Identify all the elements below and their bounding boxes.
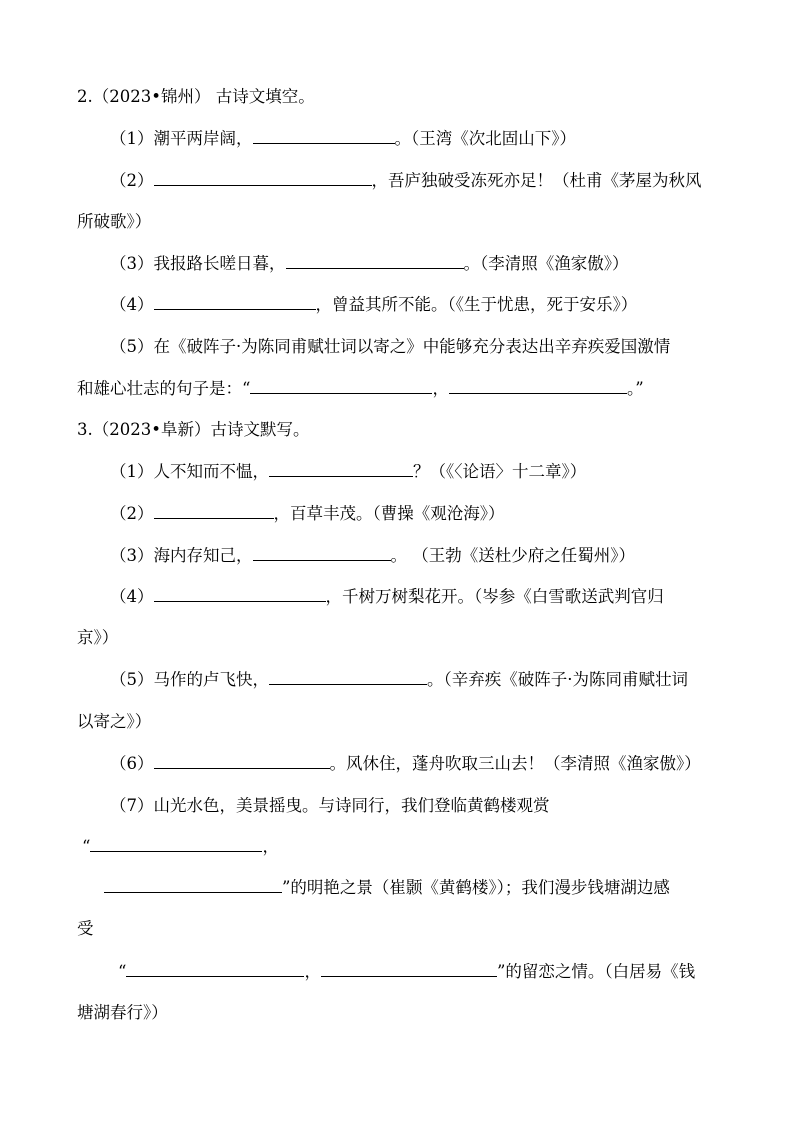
q3-item-7-line6: 塘湖春行》） xyxy=(77,1003,168,1022)
answer-blank[interactable] xyxy=(449,378,627,394)
answer-blank[interactable] xyxy=(250,378,432,394)
answer-blank[interactable] xyxy=(104,877,282,893)
q2-item-3: （3）我报路长嗟日暮， 。（李清照《渔家傲》） xyxy=(110,254,629,273)
q3-item-2: （2） ，百草丰茂。（曹操《观沧海》） xyxy=(110,504,505,523)
q3-item-6: （6） 。风休住，蓬舟吹取三山去！（李清照《渔家傲》） xyxy=(110,754,701,773)
q3-item-7-line4: 受 xyxy=(77,919,94,938)
q2-item-1: （1）潮平两岸阔， 。（王湾《次北固山下》） xyxy=(110,129,576,148)
answer-blank[interactable] xyxy=(154,586,326,602)
answer-blank[interactable] xyxy=(154,503,274,519)
answer-blank[interactable] xyxy=(90,836,262,852)
answer-blank[interactable] xyxy=(269,669,427,685)
answer-blank[interactable] xyxy=(321,961,497,977)
answer-blank[interactable] xyxy=(253,545,391,561)
question-3-header: 3.（2023•阜新）古诗文默写。 xyxy=(77,420,310,439)
q3-item-7-line3: ”的明艳之景（崔颢《黄鹤楼》）；我们漫步钱塘湖边感 xyxy=(104,877,670,899)
q2-item-5: （5）在《破阵子·为陈同甫赋壮词以寄之》中能够充分表达出辛弃疾爱国激情 xyxy=(110,337,671,356)
q3-item-5: （5）马作的卢飞快， 。（辛弃疾《破阵子·为陈同甫赋壮词 xyxy=(110,670,688,689)
answer-blank[interactable] xyxy=(253,128,395,144)
answer-blank[interactable] xyxy=(126,961,304,977)
q3-item-4: （4） ，千树万树梨花开。（岑参《白雪歌送武判官归 xyxy=(110,587,664,606)
q3-item-3: （3）海内存知己， 。 （王勃《送杜少府之任蜀州》） xyxy=(110,546,635,565)
answer-blank[interactable] xyxy=(154,753,330,769)
question-2-header: 2.（2023•锦州） 古诗文填空。 xyxy=(77,87,315,106)
q2-item-2: （2） ，吾庐独破受冻死亦足！（杜甫《茅屋为秋风 xyxy=(110,171,702,190)
q3-item-7: （7）山光水色，美景摇曳。与诗同行，我们登临黄鹤楼观赏 xyxy=(110,796,550,815)
answer-blank[interactable] xyxy=(269,461,413,477)
q3-item-7-line2: “ ， xyxy=(82,837,279,856)
answer-blank[interactable] xyxy=(154,170,372,186)
answer-blank[interactable] xyxy=(154,294,316,310)
q2-item-5-cont: 和雄心壮志的句子是：“ ， 。” xyxy=(77,379,644,398)
q3-item-1: （1）人不知而不愠， ？（《〈论语〉十二章》） xyxy=(110,462,587,481)
q3-item-5-cont: 以寄之》） xyxy=(77,712,152,731)
answer-blank[interactable] xyxy=(286,253,464,269)
q3-item-4-cont: 京》） xyxy=(77,628,119,647)
q2-item-4: （4） ，曾益其所不能。（《生于忧患，死于安乐》） xyxy=(110,295,638,314)
q3-item-7-line5: “ ， ”的留恋之情。（白居易《钱 xyxy=(118,962,696,981)
q2-item-2-cont: 所破歌》） xyxy=(77,212,152,231)
